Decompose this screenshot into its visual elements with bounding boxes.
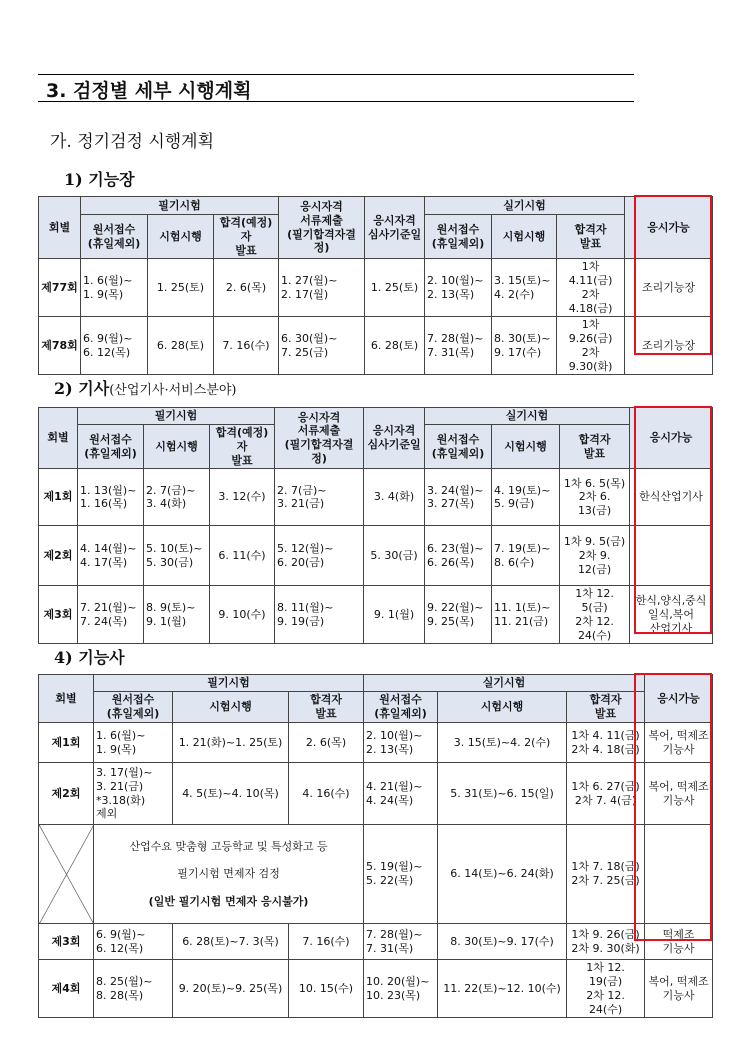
- review-cell: 3. 4(화): [364, 469, 425, 526]
- header-exam: 시험시행: [148, 215, 214, 259]
- submit-cell: 2. 7(금)~ 3. 21(금): [275, 469, 364, 526]
- table-row: [39, 825, 713, 924]
- submit-cell: 1. 27(월)~ 2. 17(월): [279, 259, 365, 317]
- p-exam-cell: 5. 31(토)~6. 15(일): [438, 763, 567, 825]
- header-exam: 시험시행: [173, 692, 289, 723]
- exam-cell: 4. 5(토)~4. 10(목): [173, 763, 289, 825]
- apply-cell: 8. 25(월)~ 8. 28(목): [94, 960, 173, 1018]
- header-available: 응시가능: [630, 408, 713, 469]
- apply-cell: 7. 21(월)~ 7. 24(목): [78, 586, 144, 644]
- header-practical: 실기시험: [425, 408, 630, 425]
- apply-cell: 4. 14(월)~ 4. 17(목): [78, 526, 144, 586]
- table-row: [39, 924, 713, 960]
- header-p-pass: 합격자 발표: [567, 692, 645, 723]
- available-cell: 한식,양식,중식 일식,복어 산업기사: [630, 586, 713, 644]
- p-apply-cell: 10. 20(월)~ 10. 23(목): [364, 960, 438, 1018]
- table-row: [39, 960, 713, 1018]
- round-cell: 제1회: [39, 723, 94, 763]
- p-apply-cell: 7. 28(월)~ 7. 31(목): [364, 924, 438, 960]
- pass-cell: 9. 10(수): [210, 586, 275, 644]
- header-elig-submit: 응시자격 서류제출 (필기합격자결정): [279, 197, 365, 259]
- p-pass-cell: 1차 7. 18(금) 2차 7. 25(금): [567, 825, 645, 924]
- exam-cell: 8. 9(토)~ 9. 1(월): [144, 586, 210, 644]
- table-row: [39, 259, 713, 317]
- available-cell: 조리기능장: [625, 317, 713, 375]
- header-p-exam: 시험시행: [492, 215, 557, 259]
- p-pass-cell: 1차 9. 26(금) 2차 9. 30(화): [567, 924, 645, 960]
- p-apply-cell: 7. 28(월)~ 7. 31(목): [425, 317, 492, 375]
- pass-cell: 10. 15(수): [289, 960, 364, 1018]
- p-exam-cell: 8. 30(토)~9. 17(수): [438, 924, 567, 960]
- pass-cell: 2. 6(목): [289, 723, 364, 763]
- round-cell: 제2회: [39, 526, 78, 586]
- p-pass-cell: 1차 12. 19(금) 2차 12. 24(수): [567, 960, 645, 1018]
- round-cell: 제3회: [39, 586, 78, 644]
- subheading-master-craftsman: 1) 기능장: [64, 170, 135, 189]
- pass-cell: 7. 16(수): [214, 317, 279, 375]
- p-apply-cell: 9. 22(월)~ 9. 25(목): [425, 586, 492, 644]
- p-exam-cell: 6. 14(토)~6. 24(화): [438, 825, 567, 924]
- header-p-pass: 합격자 발표: [560, 425, 630, 469]
- available-cell: 복어, 떡제조 기능사: [645, 723, 713, 763]
- submit-cell: 6. 30(월)~ 7. 25(금): [279, 317, 365, 375]
- header-p-apply: 원서접수 (휴일제외): [364, 692, 438, 723]
- header-practical: 실기시험: [364, 675, 645, 692]
- available-cell: 복어, 떡제조 기능사: [645, 763, 713, 825]
- header-round: 회별: [39, 675, 94, 723]
- header-p-exam: 시험시행: [492, 425, 560, 469]
- section-title-text: 3. 검정별 세부 시행계획: [46, 80, 252, 102]
- engineer-table: [38, 407, 713, 644]
- p-apply-cell: 2. 10(월)~ 2. 13(목): [425, 259, 492, 317]
- subheading-engineer: [54, 376, 237, 399]
- table-row: [39, 469, 713, 526]
- p-pass-cell: 1차 9. 5(금) 2차 9. 12(금): [560, 526, 630, 586]
- p-apply-cell: 2. 10(월)~ 2. 13(목): [364, 723, 438, 763]
- exam-cell: 1. 21(화)~1. 25(토): [173, 723, 289, 763]
- p-pass-cell: 1차 4.11(금) 2차 4.18(금): [557, 259, 625, 317]
- subheading-engineer-paren: (산업기사·서비스분야): [109, 383, 237, 398]
- table-row: [39, 586, 713, 644]
- master-craftsman-table: [38, 196, 713, 375]
- exam-cell: 2. 7(금)~ 3. 4(화): [144, 469, 210, 526]
- table-row: [39, 317, 713, 375]
- available-cell: 떡제조 기능사: [645, 924, 713, 960]
- section-title: [38, 74, 634, 102]
- header-p-apply: 원서접수 (휴일제외): [425, 425, 492, 469]
- p-pass-cell: 1차 12. 5(금) 2차 12. 24(수): [560, 586, 630, 644]
- p-apply-cell: 3. 24(월)~ 3. 27(목): [425, 469, 492, 526]
- p-pass-cell: 1차 6. 5(목) 2차 6. 13(금): [560, 469, 630, 526]
- pass-cell: 7. 16(수): [289, 924, 364, 960]
- apply-cell: 1. 13(월)~ 1. 16(목): [78, 469, 144, 526]
- apply-cell: 1. 6(월)~ 1. 9(목): [94, 723, 173, 763]
- subheading-craftsman: 4) 기능사: [54, 648, 125, 667]
- available-cell: [630, 526, 713, 586]
- table-row: [39, 526, 713, 586]
- available-cell: [645, 825, 713, 924]
- round-cell: 제78회: [39, 317, 81, 375]
- p-exam-cell: 7. 19(토)~ 8. 6(수): [492, 526, 560, 586]
- header-apply: 원서접수 (휴일제외): [81, 215, 148, 259]
- subheading-engineer-main: 2) 기사: [54, 379, 110, 398]
- p-pass-cell: 1차 4. 11(금) 2차 4. 18(금): [567, 723, 645, 763]
- p-exam-cell: 11. 22(토)~12. 10(수): [438, 960, 567, 1018]
- header-elig-review: 응시자격 심사기준일: [365, 197, 425, 259]
- header-round: 회별: [39, 197, 81, 259]
- header-written: 필기시험: [78, 408, 275, 425]
- header-pass: 합격(예정)자 발표: [210, 425, 275, 469]
- header-p-exam: 시험시행: [438, 692, 567, 723]
- crossed-out-cell: [39, 825, 94, 924]
- review-cell: 1. 25(토): [365, 259, 425, 317]
- exam-cell: 6. 28(토)~7. 3(목): [173, 924, 289, 960]
- p-apply-cell: 4. 21(월)~ 4. 24(목): [364, 763, 438, 825]
- apply-cell: 6. 9(월)~ 6. 12(목): [94, 924, 173, 960]
- header-elig-review: 응시자격 심사기준일: [364, 408, 425, 469]
- header-practical: 실기시험: [425, 197, 625, 215]
- review-cell: 5. 30(금): [364, 526, 425, 586]
- header-pass: 합격자 발표: [289, 692, 364, 723]
- available-cell: 한식산업기사: [630, 469, 713, 526]
- header-pass: 합격(예정)자 발표: [214, 215, 279, 259]
- p-exam-cell: 3. 15(토)~ 4. 2(수): [492, 259, 557, 317]
- header-written: 필기시험: [94, 675, 364, 692]
- exam-cell: 6. 28(토): [148, 317, 214, 375]
- pass-cell: 6. 11(수): [210, 526, 275, 586]
- header-apply: 원서접수 (휴일제외): [94, 692, 173, 723]
- header-elig-submit: 응시자격 서류제출 (필기합격자결정): [275, 408, 364, 469]
- round-cell: 제4회: [39, 960, 94, 1018]
- header-written: 필기시험: [81, 197, 279, 215]
- table-row: [39, 723, 713, 763]
- heading-regular-exam: 가. 정기검정 시행계획: [50, 132, 215, 152]
- note-line: 필기시험 면제자 검정: [177, 867, 280, 881]
- apply-cell: 3. 17(월)~ 3. 21(금) *3.18(화) 제외: [94, 763, 173, 825]
- header-p-apply: 원서접수 (휴일제외): [425, 215, 492, 259]
- pass-cell: 3. 12(수): [210, 469, 275, 526]
- craftsman-table: [38, 674, 713, 1018]
- table-row: [39, 763, 713, 825]
- round-cell: 제3회: [39, 924, 94, 960]
- exam-cell: 5. 10(토)~ 5. 30(금): [144, 526, 210, 586]
- pass-cell: 4. 16(수): [289, 763, 364, 825]
- round-cell: 제1회: [39, 469, 78, 526]
- header-round: 회별: [39, 408, 78, 469]
- exam-cell: 1. 25(토): [148, 259, 214, 317]
- header-available: 응시가능: [625, 197, 713, 259]
- note-line: 산업수요 맞춤형 고등학교 및 특성화고 등: [129, 839, 328, 853]
- p-pass-cell: 1차 6. 27(금) 2차 7. 4(금): [567, 763, 645, 825]
- available-cell: 조리기능장: [625, 259, 713, 317]
- review-cell: 9. 1(월): [364, 586, 425, 644]
- header-exam: 시험시행: [144, 425, 210, 469]
- submit-cell: 5. 12(월)~ 6. 20(금): [275, 526, 364, 586]
- p-pass-cell: 1차 9.26(금) 2차 9.30(화): [557, 317, 625, 375]
- review-cell: 6. 28(토): [365, 317, 425, 375]
- header-p-pass: 합격자 발표: [557, 215, 625, 259]
- apply-cell: 6. 9(월)~ 6. 12(목): [81, 317, 148, 375]
- apply-cell: 1. 6(월)~ 1. 9(목): [81, 259, 148, 317]
- submit-cell: 8. 11(월)~ 9. 19(금): [275, 586, 364, 644]
- note-line: (일반 필기시험 면제자 응시불가): [148, 894, 309, 908]
- round-cell: 제77회: [39, 259, 81, 317]
- p-exam-cell: 4. 19(토)~ 5. 9(금): [492, 469, 560, 526]
- p-apply-cell: 6. 23(월)~ 6. 26(목): [425, 526, 492, 586]
- p-exam-cell: 8. 30(토)~ 9. 17(수): [492, 317, 557, 375]
- header-apply: 원서접수 (휴일제외): [78, 425, 144, 469]
- p-exam-cell: 11. 1(토)~ 11. 21(금): [492, 586, 560, 644]
- exam-cell: 9. 20(토)~9. 25(목): [173, 960, 289, 1018]
- header-available: 응시가능: [645, 675, 713, 723]
- pass-cell: 2. 6(목): [214, 259, 279, 317]
- round-cell: 제2회: [39, 763, 94, 825]
- p-apply-cell: 5. 19(월)~ 5. 22(목): [364, 825, 438, 924]
- available-cell: 복어, 떡제조 기능사: [645, 960, 713, 1018]
- p-exam-cell: 3. 15(토)~4. 2(수): [438, 723, 567, 763]
- special-school-note: [94, 825, 364, 924]
